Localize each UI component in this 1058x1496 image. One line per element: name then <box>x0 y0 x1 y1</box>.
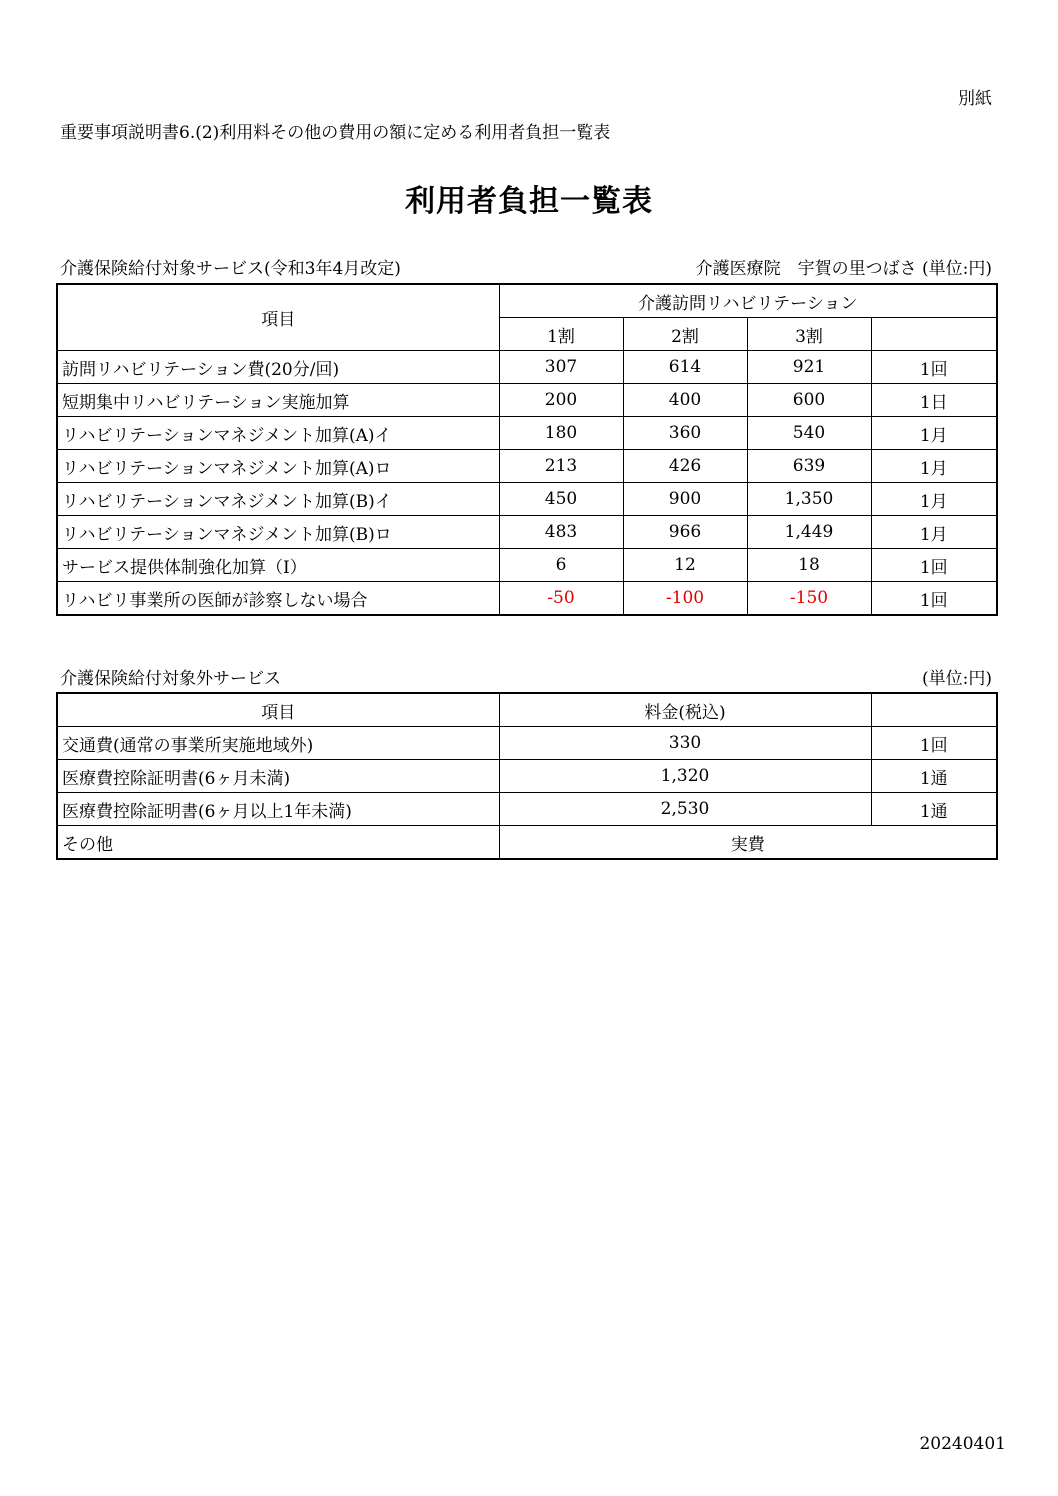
row-value-3: 921 <box>747 351 871 384</box>
row-value-2: 400 <box>623 384 747 417</box>
row-value-3: 540 <box>747 417 871 450</box>
row-value-3: 18 <box>747 549 871 582</box>
table-row <box>57 450 997 483</box>
row-value-1: 6 <box>499 549 623 582</box>
row-value-2: -100 <box>623 582 747 616</box>
row-value-2: 426 <box>623 450 747 483</box>
table-row <box>57 516 997 549</box>
section2-unit-note: (単位:円) <box>922 669 992 689</box>
section1-facility: 介護医療院 宇賀の里つばさ (単位:円) <box>695 259 992 279</box>
row-fee: 1,320 <box>499 760 871 793</box>
row-value-3: 1,350 <box>747 483 871 516</box>
row-fee-other: 実費 <box>499 826 997 860</box>
row-value-3: 600 <box>747 384 871 417</box>
row-value-2: 360 <box>623 417 747 450</box>
row-value-1: -50 <box>499 582 623 616</box>
row-item: サービス提供体制強化加算（Ⅰ） <box>57 549 499 582</box>
table-row <box>57 417 997 450</box>
row-value-1: 307 <box>499 351 623 384</box>
annex-label: 別紙 <box>958 89 992 109</box>
row-item: 医療費控除証明書(6ヶ月未満) <box>57 760 499 793</box>
row-item: 訪問リハビリテーション費(20分/回) <box>57 351 499 384</box>
table-row <box>57 549 997 582</box>
row-item: 医療費控除証明書(6ヶ月以上1年未満) <box>57 793 499 826</box>
row-item: 交通費(通常の事業所実施地域外) <box>57 727 499 760</box>
row-unit: 1日 <box>871 384 997 417</box>
header-col-2: 2割 <box>623 318 747 351</box>
row-unit: 1月 <box>871 450 997 483</box>
row-unit: 1月 <box>871 516 997 549</box>
table-row <box>57 760 997 793</box>
section2-caption: 介護保険給付対象外サービス <box>60 669 281 689</box>
header-fee: 料金(税込) <box>499 693 871 727</box>
row-unit: 1通 <box>871 793 997 826</box>
row-item: リハビリテーションマネジメント加算(B)イ <box>57 483 499 516</box>
row-value-2: 900 <box>623 483 747 516</box>
row-fee: 2,530 <box>499 793 871 826</box>
table-row <box>57 727 997 760</box>
section1-caption: 介護保険給付対象サービス(令和3年4月改定) <box>60 259 401 279</box>
row-unit: 1月 <box>871 483 997 516</box>
row-item-other: その他 <box>57 826 499 860</box>
date-code: 20240401 <box>919 1434 1006 1454</box>
row-value-1: 450 <box>499 483 623 516</box>
row-item: リハビリテーションマネジメント加算(A)ロ <box>57 450 499 483</box>
header-item: 項目 <box>57 284 499 351</box>
row-value-1: 180 <box>499 417 623 450</box>
row-unit: 1回 <box>871 549 997 582</box>
row-unit: 1回 <box>871 727 997 760</box>
row-value-1: 483 <box>499 516 623 549</box>
header-item: 項目 <box>57 693 499 727</box>
table-row <box>57 793 997 826</box>
row-value-2: 12 <box>623 549 747 582</box>
insured-services-table <box>56 283 998 616</box>
row-value-3: 639 <box>747 450 871 483</box>
header-col-unit <box>871 318 997 351</box>
row-unit: 1回 <box>871 351 997 384</box>
row-item: 短期集中リハビリテーション実施加算 <box>57 384 499 417</box>
row-value-1: 200 <box>499 384 623 417</box>
header-unit <box>871 693 997 727</box>
row-fee: 330 <box>499 727 871 760</box>
row-item: リハビリテーションマネジメント加算(A)イ <box>57 417 499 450</box>
row-value-1: 213 <box>499 450 623 483</box>
header-col-1: 1割 <box>499 318 623 351</box>
table-row <box>57 483 997 516</box>
row-unit: 1回 <box>871 582 997 616</box>
uninsured-services-table <box>56 692 998 860</box>
header-group: 介護訪問リハビリテーション <box>499 284 997 318</box>
row-item: リハビリ事業所の医師が診察しない場合 <box>57 582 499 616</box>
row-item: リハビリテーションマネジメント加算(B)ロ <box>57 516 499 549</box>
row-value-3: 1,449 <box>747 516 871 549</box>
page-title: 利用者負担一覧表 <box>405 184 653 219</box>
row-value-3: -150 <box>747 582 871 616</box>
table-row <box>57 826 997 860</box>
document-subtitle: 重要事項説明書6.(2)利用料その他の費用の額に定める利用者負担一覧表 <box>60 123 611 143</box>
table-row <box>57 351 997 384</box>
row-value-2: 966 <box>623 516 747 549</box>
row-unit: 1月 <box>871 417 997 450</box>
table-row <box>57 384 997 417</box>
table-row <box>57 582 997 616</box>
header-col-3: 3割 <box>747 318 871 351</box>
row-unit: 1通 <box>871 760 997 793</box>
row-value-2: 614 <box>623 351 747 384</box>
